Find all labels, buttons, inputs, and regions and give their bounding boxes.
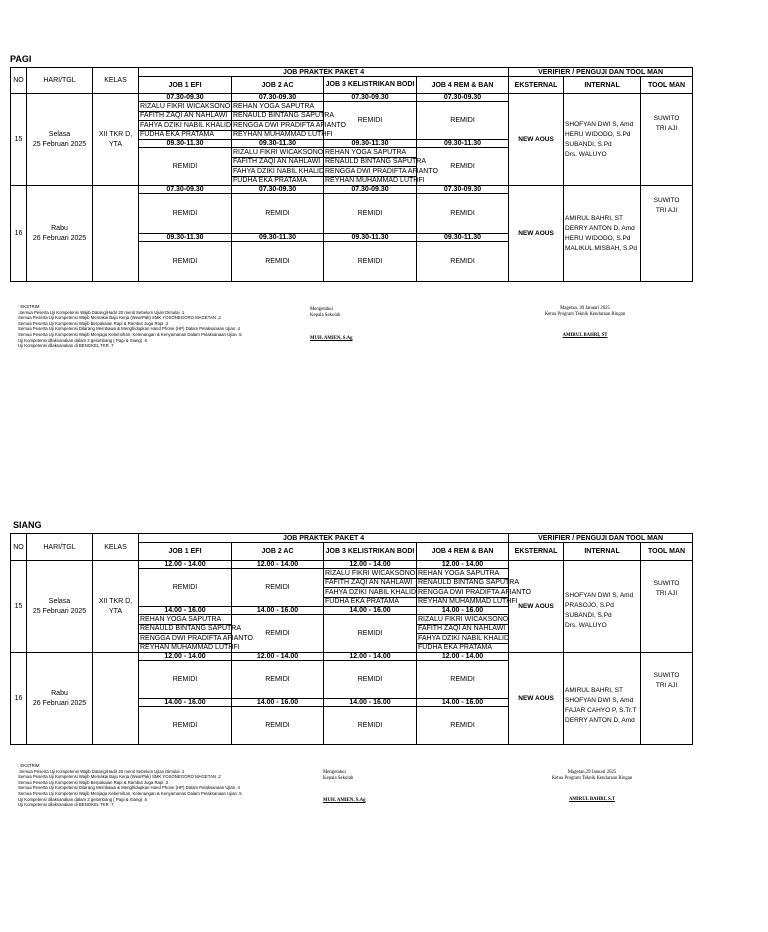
date: 25 Februari 2025 (32, 607, 87, 615)
kaprog-title: Ketua Program Teknik Kendaraan Ringan (544, 312, 626, 317)
time-slot: 09.30-11.30 (417, 140, 509, 148)
time-slot: 07.30-09.30 (324, 94, 417, 102)
internal-cell (564, 94, 641, 186)
header-hari: HARI/TGL (27, 68, 93, 94)
student-name: REYHAN MUHAMMAD LUTHFI (140, 644, 240, 652)
header-job2: JOB 2 AC (232, 543, 324, 561)
note-line: Semua Peserta Uji Kompetensi Wajib Menjaga Kebersihan, Ketenangan & Kenyamanan Dalam Pelaksanaan Ujian .5 (18, 790, 242, 796)
day: Selasa (48, 598, 71, 606)
section-title: PAGI (10, 54, 32, 64)
time-slot: 09.30-11.30 (232, 140, 324, 148)
internal-name: SUBANDI, S.Pd (565, 611, 612, 619)
kepala-sekolah-block (323, 770, 403, 804)
row-kelas: XII TKR D, YTA (93, 94, 139, 186)
student-name: REHAN YOGA SAPUTRA (139, 615, 232, 625)
header-eksternal: EKSTERNAL (509, 543, 564, 561)
remidi-cell: REMIDI (139, 242, 232, 282)
header-kelas: KELAS (93, 68, 139, 94)
time-slot: 12.00 - 14.00 (417, 561, 509, 569)
section-title: SIANG (13, 520, 42, 530)
student-name: REHAN YOGA SAPUTRA (324, 148, 417, 158)
kaprog-title: Ketua Program Teknik Kendaraan Ringan (551, 776, 633, 781)
student-name: FAFITH ZAQI AN NAHLAWI (232, 157, 324, 167)
student-name: RIZALU FIKRI WICAKSONO (418, 615, 509, 623)
row-hari-tgl (27, 653, 93, 745)
time-slot: 12.00 - 14.00 (139, 561, 232, 569)
student-name: RENGGA DWI PRADIFTA AFIANTO (325, 167, 438, 175)
toolman-name: TRI AJI (655, 682, 678, 689)
remidi-cell: REMIDI (232, 661, 324, 699)
header-paket: JOB PRAKTEK PAKET 4 (139, 534, 509, 543)
time-slot: 12.00 - 14.00 (324, 561, 417, 569)
note-line: Semua Peserta Uji Kompetensi Wajib Memakai Baju Kerja (WearPak) SMK YOSONEGORO MAGETAN .2 (18, 774, 221, 780)
mengetahui: Mengetahui (310, 307, 333, 312)
student-name: REHAN YOGA SAPUTRA (417, 569, 509, 579)
header-job4: JOB 4 REM & BAN (417, 77, 509, 94)
note-line: Semua Peserta Uji Kompetensi Dilarang Membawa & Menghidupkan Hand Phone (HP) Dalam Pelaksanaan Ujian .4 (18, 326, 240, 332)
header-job4: JOB 4 REM & BAN (417, 543, 509, 561)
toolman-cell (641, 653, 693, 745)
kaprog-block (520, 306, 650, 339)
remidi-cell: REMIDI (417, 242, 509, 282)
kepala-title: Kepala Sekolah (310, 313, 341, 318)
note-line: Uji Kompetensi dilaksanakan di BENGKEL TKR .7 (18, 343, 114, 349)
header-job1: JOB 1 EFI (139, 543, 232, 561)
note-line: Uji Kompetensi dilaksanakan dalam 2 gelombang ( Pagi & Siang) .6 (18, 796, 147, 802)
toolman-name: SUWITO (653, 580, 680, 587)
kepala-sekolah-block (310, 307, 390, 342)
internal-name: SHOFYAN DWI S, Amd (565, 697, 634, 704)
row-kelas-empty (93, 186, 139, 282)
time-slot: 07.30-09.30 (232, 186, 324, 194)
day: Rabu (51, 690, 68, 698)
note-line: : EKSTRIM (18, 304, 40, 309)
notes (18, 763, 242, 808)
toolman-name: SUWITO (653, 197, 680, 204)
note-line: .Semua Peserta Uji Kompetensi Wajib Datang/Hadir 20 menit Sebelum Ujian Dimulai .1 (18, 768, 185, 774)
time-slot: 14.00 - 16.00 (324, 699, 417, 707)
toolman-cell (641, 561, 693, 653)
time-slot: 14.00 - 16.00 (324, 607, 417, 615)
internal-cell (564, 561, 641, 653)
eksternal-cell: NEW AOUS (509, 186, 564, 282)
note-line: Uji Kompetensi dilaksanakan dalam 2 gelombang ( Pagi & Siang) .6 (18, 337, 147, 343)
time-slot: 09.30-11.30 (139, 140, 232, 148)
internal-name: DERRY ANTON D, Amd (565, 225, 635, 232)
time-slot: 12.00 - 14.00 (232, 653, 324, 661)
toolman-name: TRI AJI (655, 207, 678, 214)
header-job1: JOB 1 EFI (139, 77, 232, 94)
toolman-cell (641, 186, 693, 282)
remidi-cell: REMIDI (417, 661, 509, 699)
time-slot: 07.30-09.30 (417, 186, 509, 194)
header-eksternal: EKSTERNAL (509, 77, 564, 94)
student-name: FAFITH ZAQI AN NAHLAWI (324, 578, 417, 588)
remidi-cell: REMIDI (324, 707, 417, 745)
student-name: REYHAN MUHAMMAD LUTHFI (325, 177, 425, 185)
schedule-table (10, 533, 693, 745)
internal-name: SUBANDI, S.Pd (565, 140, 612, 148)
header-verifier: VERIFIER / PENGUJI DAN TOOL MAN (509, 534, 693, 543)
header-internal: INTERNAL (564, 77, 641, 94)
student-name: RIZALU FIKRI WICAKSONO (140, 102, 231, 110)
student-name: RENGGA DWI PRADIFTA AFIANTO (418, 588, 531, 596)
header-job3: JOB 3 KELISTRIKAN BODI (324, 543, 417, 561)
remidi-cell: REMIDI (324, 194, 417, 234)
student-name: FUDHA EKA PRATAMA (324, 597, 417, 607)
remidi-cell: REMIDI (324, 102, 417, 140)
student-name: FAHYA DZIKI NABIL KHALID (233, 167, 325, 175)
time-slot: 09.30-11.30 (417, 234, 509, 242)
time-slot: 07.30-09.30 (139, 186, 232, 194)
toolman-name: TRI AJI (655, 125, 678, 132)
kaprog-name: AMIRUL BAHRI, ST (562, 333, 608, 338)
header-no: NO (11, 534, 27, 561)
internal-name: SHOFYAN DWI S, Amd (565, 591, 634, 599)
internal-name: SHOFYAN DWI S, Amd (565, 120, 634, 128)
student-name: FAHYA DZIKI NABIL KHALID (140, 121, 232, 129)
remidi-cell: REMIDI (232, 707, 324, 745)
student-name: REYHAN MUHAMMAD LUTHFI (233, 131, 333, 139)
student-name: RIZALU FIKRI WICAKSONO (325, 569, 416, 577)
student-name: FUDHA EKA PRATAMA (232, 176, 324, 186)
eksternal-cell: NEW AOUS (509, 94, 564, 186)
remidi-cell: REMIDI (232, 194, 324, 234)
time-slot: 09.30-11.30 (324, 140, 417, 148)
remidi-cell: REMIDI (417, 102, 509, 140)
row-hari-tgl (27, 94, 93, 186)
header-verifier: VERIFIER / PENGUJI DAN TOOL MAN (509, 68, 693, 77)
row-no: 16 (11, 186, 27, 282)
student-name: RENGGA DWI PRADIFTA AFIANTO (233, 121, 346, 129)
time-slot: 07.30-09.30 (324, 186, 417, 194)
student-name: FAFITH ZAQI AN NAHLAWI (139, 111, 232, 121)
sign-date: Magetan,29 Januari 2025 (567, 770, 617, 775)
row-hari-tgl (27, 186, 93, 282)
note-line: : EKSTRIM (18, 763, 40, 768)
date: 25 Februari 2025 (32, 140, 87, 148)
time-slot: 09.30-11.30 (139, 234, 232, 242)
student-name: FAHYA DZIKI NABIL KHALID (325, 588, 417, 596)
remidi-cell: REMIDI (139, 194, 232, 234)
kaprog-block (527, 770, 657, 803)
toolman-cell (641, 94, 693, 186)
remidi-cell: REMIDI (417, 148, 509, 186)
internal-name: Drs. WALUYO (565, 621, 607, 629)
note-line: Semua Peserta Uji Kompetensi Dilarang Membawa & Menghidupkan Hand Phone (HP) Dalam Pelaksanaan Ujian .4 (18, 785, 240, 791)
kepala-name: MUH. AMIEN, S.Ag (310, 336, 353, 341)
remidi-cell: REMIDI (232, 242, 324, 282)
note-line: Semua Peserta Uji Kompetensi Wajib Berpakaian Rapi & Rambut Juga Rapi .3 (18, 320, 169, 326)
header-paket: JOB PRAKTEK PAKET 4 (139, 68, 509, 77)
time-slot: 12.00 - 14.00 (324, 653, 417, 661)
toolman-name: SUWITO (653, 115, 680, 122)
student-name: FUDHA EKA PRATAMA (417, 643, 509, 653)
kepala-title: Kepala Sekolah (323, 776, 354, 781)
remidi-cell: REMIDI (417, 194, 509, 234)
time-slot: 14.00 - 16.00 (232, 699, 324, 707)
student-name: FUDHA EKA PRATAMA (139, 130, 232, 140)
remidi-cell: REMIDI (232, 569, 324, 607)
student-name: RENAULD BINTANG SAPUTRA (325, 158, 426, 166)
mengetahui: Mengetahui (323, 770, 346, 775)
date: 26 Februari 2025 (32, 234, 87, 242)
internal-name: AMIRUL BAHRI, ST (565, 687, 623, 694)
internal-name: MALIKUL MISBAH, S.Pd (565, 245, 638, 252)
time-slot: 12.00 - 14.00 (232, 561, 324, 569)
time-slot: 07.30-09.30 (417, 94, 509, 102)
student-name: REYHAN MUHAMMAD LUTHFI (418, 598, 518, 606)
remidi-cell: REMIDI (232, 615, 324, 653)
note-line: Semua Peserta Uji Kompetensi Wajib Menjaga Kebersihan, Ketenangan & Kenyamanan Dalam Pelaksanaan Ujian .5 (18, 331, 242, 337)
student-name: REHAN YOGA SAPUTRA (232, 102, 324, 112)
remidi-cell: REMIDI (139, 707, 232, 745)
internal-name: HERU WIDODO, S.Pd (565, 130, 631, 138)
toolman-name: TRI AJI (655, 590, 678, 597)
internal-name: HERU WIDODO, S.Pd (565, 235, 631, 242)
internal-name: FAJAR CAHYO P, S.Tr.T (565, 707, 637, 714)
kepala-name: MUH. AMIEN, S.Ag (323, 798, 366, 803)
time-slot: 14.00 - 16.00 (417, 607, 509, 615)
header-job2: JOB 2 AC (232, 77, 324, 94)
remidi-cell: REMIDI (324, 661, 417, 699)
internal-name: Drs. WALUYO (565, 150, 607, 158)
time-slot: 09.30-11.30 (324, 234, 417, 242)
row-hari-tgl (27, 561, 93, 653)
header-job3: JOB 3 KELISTRIKAN BODI (324, 77, 417, 94)
header-no: NO (11, 68, 27, 94)
remidi-cell: REMIDI (324, 242, 417, 282)
eksternal-cell: NEW AOUS (509, 653, 564, 745)
student-name: RENAULD BINTANG SAPUTRA (418, 579, 519, 587)
toolman-name: SUWITO (653, 672, 680, 679)
student-name: RIZALU FIKRI WICAKSONO (233, 148, 324, 156)
internal-cell (564, 653, 641, 745)
time-slot: 14.00 - 16.00 (232, 607, 324, 615)
remidi-cell: REMIDI (324, 615, 417, 653)
note-line: Uji Kompetensi dilaksanakan di BENGKEL TKR .7 (18, 802, 114, 808)
student-name: RENGGA DWI PRADIFTA AFIANTO (140, 634, 253, 642)
header-hari: HARI/TGL (27, 534, 93, 561)
sign-date: Magetan, 30 Januari 2025 (560, 306, 610, 311)
remidi-cell: REMIDI (139, 661, 232, 699)
internal-name: DERRY ANTON D, Amd (565, 717, 635, 724)
student-name: RENAULD BINTANG SAPUTRA (233, 112, 334, 120)
kaprog-name: AMIRUL BAHRI, S.T (568, 797, 616, 802)
notes (18, 304, 242, 349)
remidi-cell: REMIDI (417, 707, 509, 745)
header-toolman: TOOL MAN (641, 77, 693, 94)
note-line: Semua Peserta Uji Kompetensi Wajib Memakai Baju Kerja (WearPak) SMK YOSONEGORO MAGETAN .2 (18, 315, 221, 321)
day: Selasa (48, 131, 71, 139)
eksternal-cell: NEW AOUS (509, 561, 564, 653)
time-slot: 12.00 - 14.00 (417, 653, 509, 661)
internal-name: PRASOJO, S.Pd (565, 601, 614, 609)
remidi-cell: REMIDI (139, 569, 232, 607)
time-slot: 07.30-09.30 (139, 94, 232, 102)
time-slot: 07.30-09.30 (232, 94, 324, 102)
student-name: RENAULD BINTANG SAPUTRA (140, 625, 241, 633)
student-name: FAFITH ZAQI AN NAHLAWI (417, 624, 509, 634)
time-slot: 14.00 - 16.00 (139, 607, 232, 615)
row-no: 16 (11, 653, 27, 745)
day: Rabu (51, 225, 68, 233)
header-kelas: KELAS (93, 534, 139, 561)
remidi-cell: REMIDI (139, 148, 232, 186)
row-kelas-empty (93, 653, 139, 745)
time-slot: 14.00 - 16.00 (139, 699, 232, 707)
row-no: 15 (11, 94, 27, 186)
time-slot: 14.00 - 16.00 (417, 699, 509, 707)
schedule-table (10, 67, 693, 282)
header-internal: INTERNAL (564, 543, 641, 561)
row-kelas: XII TKR D, YTA (93, 561, 139, 653)
header-toolman: TOOL MAN (641, 543, 693, 561)
student-name: FAHYA DZIKI NABIL KHALID (418, 634, 510, 642)
row-no: 15 (11, 561, 27, 653)
internal-cell (564, 186, 641, 282)
time-slot: 12.00 - 14.00 (139, 653, 232, 661)
note-line: Semua Peserta Uji Kompetensi Wajib Berpakaian Rapi & Rambut Juga Rapi .3 (18, 779, 169, 785)
date: 26 Februari 2025 (32, 699, 87, 707)
time-slot: 09.30-11.30 (232, 234, 324, 242)
internal-name: AMIRUL BAHRI, ST (565, 215, 623, 222)
note-line: .Semua Peserta Uji Kompetensi Wajib Datang/Hadir 20 menit Sebelum Ujian Dimulai .1 (18, 309, 185, 315)
